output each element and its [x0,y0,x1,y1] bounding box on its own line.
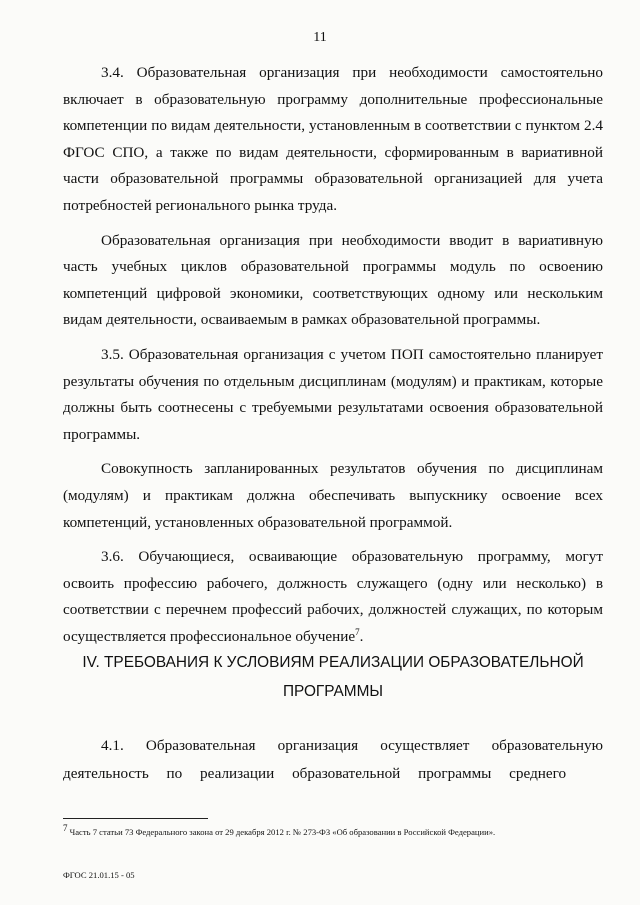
section-heading-line-2: ПРОГРАММЫ [282,683,384,700]
page-number: 11 [313,30,327,45]
paragraph-3-6-text: 3.6. Обучающиеся, осваивающие образовательную программу, могут освоить профессию рабочего, должность служащего (одну или несколько) в соответствии с перечнем профессий рабочих, должностей служащих, по которым осуществляется профессиональное обучение [63,548,603,645]
footnote-text: Часть 7 статьи 73 Федерального закона от 29 декабря 2012 г. № 273-ФЗ «Об образовании в Российской Федерации». [69,827,496,837]
paragraph-digital-economy: Образовательная организация при необходимости вводит в вариативную часть учебных циклов образовательной программы модуль по освоению компетенций цифровой экономики, соответствующих одному или нескольким видам деятельности, осваиваемым в рамках образовательной программы. [63,231,603,329]
footnote [63,823,603,838]
paragraph-3-6: 3.6. Обучающиеся, осваивающие образовательную программу, могут освоить профессию рабочего, должность служащего (одну или несколько) в соответствии с перечнем профессий рабочих, должностей служащих, по которым осуществляется профессиональное обучение$^7$. [63,548,603,645]
footnote-divider [63,818,208,819]
paragraph-3-4: 3.4. Образовательная организация при необходимости самостоятельно включает в образовательную программу дополнительные профессиональные компетенции по видам деятельности, установленным в соответствии с пунктом 2.4 ФГОС СПО, а также по видам деятельности, сформированным в вариативной части образовательной программы образовательной организацией для учета потребностей регионального рынка труда. [63,64,603,214]
body-text [63,60,603,658]
paragraph-3-5: 3.5. Образовательная организация с учетом ПОП самостоятельно планирует результаты обучения по отдельным дисциплинам (модулям) и практикам, которые должны быть соотнесены с требуемыми результатами освоения образовательной программы. [63,345,603,443]
section-heading-line-1: IV. ТРЕБОВАНИЯ К УСЛОВИЯМ РЕАЛИЗАЦИИ ОБРАЗОВАТЕЛЬНОЙ [82,654,584,671]
body-text-section-4 [63,732,603,788]
footnote-reference[interactable]: 7 [355,626,360,637]
footnote-marker: 7 [63,823,68,834]
section-heading [63,648,603,706]
document-code: ФГОС 21.01.15 - 05 [63,870,135,880]
paragraph-4-1: 4.1. Образовательная организация осуществляет образовательную деятельность по реализации образовательной программы среднего [63,737,603,782]
paragraph-results: Совокупность запланированных результатов обучения по дисциплинам (модулям) и практикам должна обеспечивать выпускнику освоение всех компетенций, установленных образовательной программой. [63,460,603,531]
